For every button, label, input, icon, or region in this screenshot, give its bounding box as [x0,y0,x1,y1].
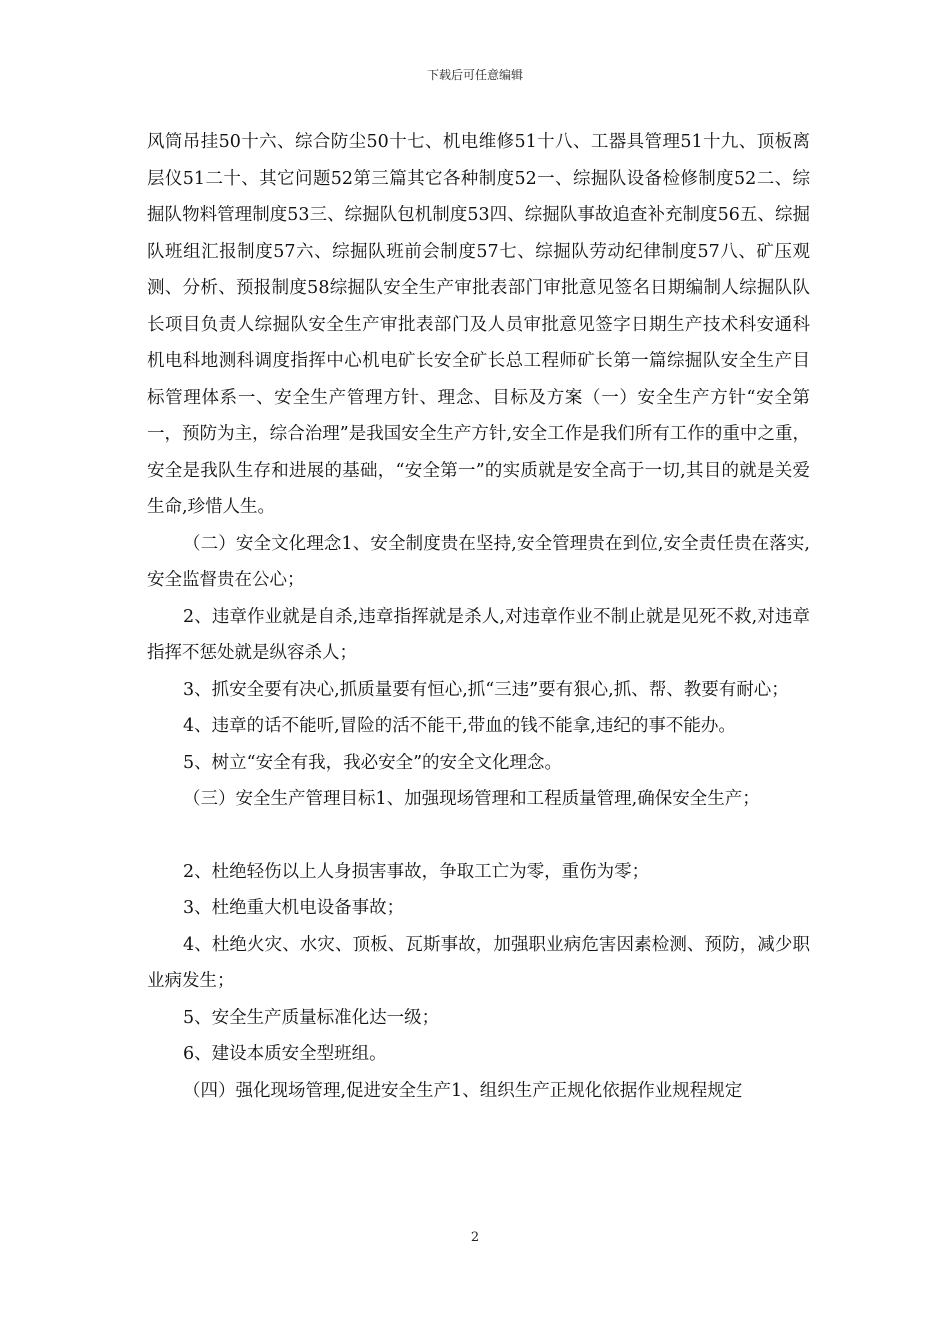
paragraph-4: 3、抓安全要有决心,抓质量要有恒心,抓“三违”要有狠心,抓、帮、教要有耐心； [183,679,789,700]
page-number: 2 [470,1230,480,1245]
page-header: 下载后可任意编辑 [426,68,523,82]
document-body [147,124,810,1109]
paragraph-3: 2、违章作业就是自杀,违章指挥就是杀人,对违章作业不制止就是见死不救,对违章指挥不惩处就是纵容杀人； [147,606,810,663]
paragraph-5: 4、违章的话不能听,冒险的活不能干,带血的钱不能拿,违纪的事不能办。 [183,716,736,736]
paragraph-1: 风筒吊挂50十六、综合防尘50十七、机电维修51十八、工器具管理51十九、顶板离层仪51二十、其它问题52第三篇其它各种制度52一、综掘队设备检修制度52二、综掘队物料管理制度53三、综掘队包机制度53四、综掘队事故追查补充制度56五、综掘队班组汇报制度57六、综掘队班前会制度57七、综掘队劳动纪律制度57八、矿压观测、分析、预报制度58综掘队安全生产审批表部门审批意见签名日期编制人综掘队队长项目负责人综掘队安全生产审批表部门及人员审批意见签字日期生产技术科安通科机电科地测科调度指挥中心机电矿长安全矿长总工程师矿长第一篇综掘队安全生产目标管理体系一、安全生产管理方针、理念、目标及方案（一）安全生产方针“安全第一，预防为主，综合治理”是我国安全生产方针,安全工作是我们所有工作的重中之重，安全是我队生存和进展的基础，“安全第一”的实质就是安全高于一切,其目的就是关爱生命,珍惜人生。 [147,132,810,517]
paragraph-2: （二）安全文化理念1、安全制度贵在坚持,安全管理贵在到位,安全责任贵在落实,安全监督贵在公心； [147,533,810,590]
paragraph-6: 5、树立“安全有我，我必安全”的安全文化理念。 [183,752,563,773]
paragraph-9: 3、杜绝重大机电设备事故； [183,898,405,918]
paragraph-11: 5、安全生产质量标准化达一级； [183,1007,440,1028]
paragraph-13: （四）强化现场管理,促进安全生产1、组织生产正规化依据作业规程规定 [183,1080,743,1101]
paragraph-10: 4、杜绝火灾、水灾、顶板、瓦斯事故，加强职业病危害因素检测、预防，减少职业病发生； [147,934,810,991]
paragraph-8: 2、杜绝轻伤以上人身损害事故，争取工亡为零，重伤为零； [183,861,650,882]
paragraph-12: 6、建设本质安全型班组。 [183,1044,387,1064]
paragraph-7: （三）安全生产管理目标1、加强现场管理和工程质量管理,确保安全生产； [183,789,760,809]
